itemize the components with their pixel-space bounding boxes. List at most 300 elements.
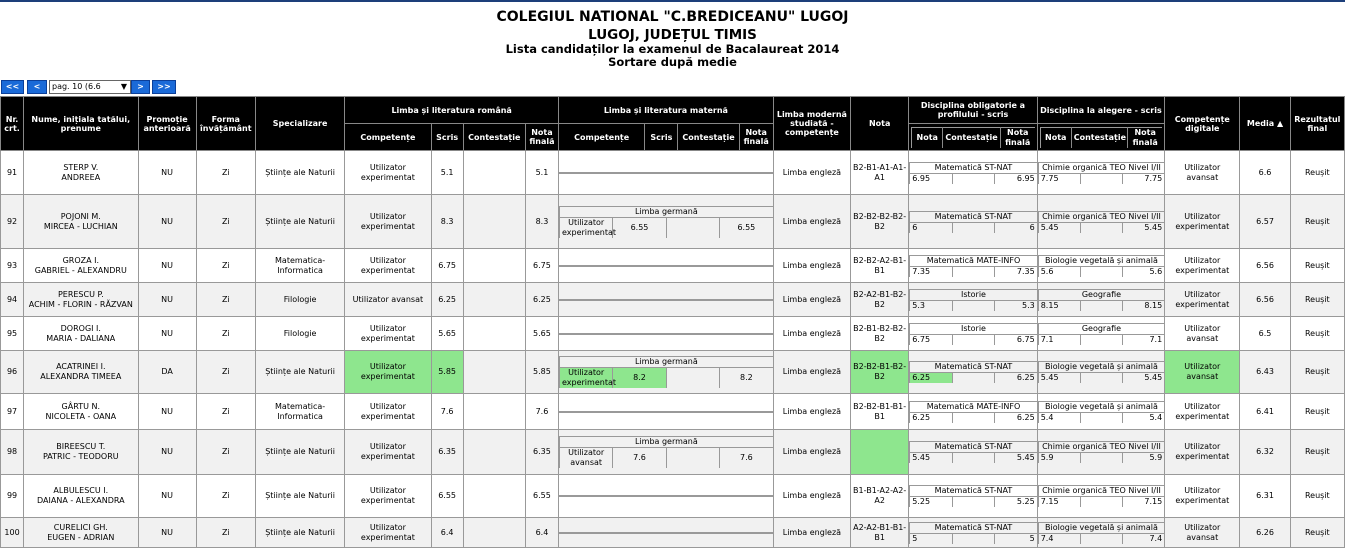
row-promotie: NU bbox=[138, 195, 196, 249]
row-lr-contestatie bbox=[463, 430, 525, 475]
row-alegere bbox=[1037, 394, 1164, 430]
row-obligatorie bbox=[909, 283, 1037, 317]
row-obligatorie-nota-finala: 6.25 bbox=[994, 412, 1036, 423]
row-nume-tata: CURELICI GH. bbox=[53, 522, 108, 532]
chevron-down-icon: ▼ bbox=[120, 82, 127, 91]
table-row bbox=[1, 518, 1345, 548]
row-limba-materna bbox=[559, 518, 774, 548]
row-alegere-contestatie bbox=[1080, 453, 1122, 464]
row-nota: B2-B2-B1-B2-B2 bbox=[851, 351, 909, 394]
row-nume-tata: GROZA I. bbox=[62, 255, 100, 265]
row-alegere-contestatie bbox=[1080, 533, 1122, 544]
row-lr-scris: 6.75 bbox=[431, 249, 463, 283]
row-lm-contestatie bbox=[666, 533, 719, 534]
col-rezultat-header: Rezultatul final bbox=[1290, 97, 1344, 151]
row-lr-competente: Utilizator experimentat bbox=[345, 195, 431, 249]
row-alegere-contestatie bbox=[1080, 497, 1122, 508]
row-alegere bbox=[1037, 151, 1164, 195]
next-page-button[interactable]: > bbox=[131, 80, 150, 94]
row-obligatorie-nota: 6 bbox=[910, 222, 952, 233]
row-specializare: Filologie bbox=[255, 283, 344, 317]
row-limba-moderna: Limba engleză bbox=[773, 249, 850, 283]
row-prenume: PATRIC - TEODORU bbox=[42, 452, 119, 461]
col-digitale-header: Competențe digitale bbox=[1165, 97, 1240, 151]
table-row bbox=[1, 430, 1345, 475]
lm-competente-header: Competențe bbox=[559, 124, 645, 151]
row-lm-competente bbox=[560, 266, 613, 267]
row-lm-contestatie bbox=[666, 448, 719, 469]
row-lm-scris bbox=[613, 173, 666, 174]
row-lm-scris: 7.6 bbox=[613, 448, 666, 469]
row-lr-competente: Utilizator experimentat bbox=[345, 518, 431, 548]
row-alegere-nota-finala: 7.1 bbox=[1122, 334, 1164, 345]
row-media: 6.31 bbox=[1240, 475, 1290, 518]
row-limba-moderna: Limba engleză bbox=[773, 475, 850, 518]
row-lm-nota-finala bbox=[719, 266, 772, 267]
row-obligatorie-nota-finala: 5.45 bbox=[994, 453, 1036, 464]
row-lm-competente bbox=[560, 412, 613, 413]
row-prenume: DAIANA - ALEXANDRA bbox=[37, 496, 125, 505]
row-nota: B1-B1-A2-A2-A2 bbox=[851, 475, 909, 518]
row-nr: 92 bbox=[1, 195, 24, 249]
col-limba-moderna-header: Limba modernă studiată - competențe bbox=[773, 97, 850, 151]
row-media: 6.57 bbox=[1240, 195, 1290, 249]
row-limba-materna bbox=[559, 195, 774, 249]
row-obligatorie-nota: 6.75 bbox=[910, 334, 952, 345]
row-nume bbox=[24, 518, 138, 548]
row-lm-competente: Utilizator avansat bbox=[560, 448, 613, 469]
row-nume-tata: STERP V. bbox=[63, 162, 99, 172]
row-obligatorie-nota: 6.95 bbox=[910, 173, 952, 184]
row-lm-scris: 8.2 bbox=[613, 368, 666, 389]
row-lr-scris: 6.35 bbox=[431, 430, 463, 475]
row-obligatorie-title: Istorie bbox=[910, 289, 1037, 300]
row-lr-competente: Utilizator experimentat bbox=[345, 351, 431, 394]
row-alegere bbox=[1037, 351, 1164, 394]
row-lm-nota-finala bbox=[719, 533, 772, 534]
row-obligatorie-contestatie bbox=[952, 173, 994, 184]
row-forma: Zi bbox=[196, 283, 255, 317]
row-alegere-nota: 7.1 bbox=[1038, 334, 1080, 345]
row-obligatorie-contestatie bbox=[952, 334, 994, 345]
row-nume-tata: ALBULESCU I. bbox=[53, 486, 109, 495]
row-lr-contestatie bbox=[463, 283, 525, 317]
row-lm-contestatie bbox=[666, 334, 719, 335]
row-lm-nota-finala bbox=[719, 173, 772, 174]
row-digitale: Utilizator avansat bbox=[1165, 518, 1240, 548]
row-alegere-nota-finala: 5.4 bbox=[1122, 412, 1164, 423]
row-limba-materna bbox=[559, 430, 774, 475]
row-specializare: Științe ale Naturii bbox=[255, 195, 344, 249]
row-alegere-title: Chimie organică TEO Nivel I/II bbox=[1038, 486, 1164, 497]
row-rezultat: Reușit bbox=[1290, 518, 1344, 548]
row-lr-scris: 5.85 bbox=[431, 351, 463, 394]
row-alegere-nota: 7.4 bbox=[1038, 533, 1080, 544]
lr-nota-finala-header: Nota finală bbox=[525, 124, 558, 151]
row-obligatorie-nota-finala: 6.95 bbox=[994, 173, 1036, 184]
row-obligatorie bbox=[909, 317, 1037, 351]
row-media: 6.56 bbox=[1240, 283, 1290, 317]
table-row bbox=[1, 475, 1345, 518]
row-lr-nota-finala: 5.85 bbox=[525, 351, 558, 394]
row-promotie: NU bbox=[138, 317, 196, 351]
row-obligatorie-nota-finala: 5.25 bbox=[994, 497, 1036, 508]
row-nr: 94 bbox=[1, 283, 24, 317]
row-lr-nota-finala: 6.25 bbox=[525, 283, 558, 317]
row-nr: 98 bbox=[1, 430, 24, 475]
first-page-button[interactable]: << bbox=[1, 80, 24, 94]
row-obligatorie-nota-finala: 6 bbox=[994, 222, 1036, 233]
row-alegere bbox=[1037, 283, 1164, 317]
row-alegere-nota-finala: 7.15 bbox=[1122, 497, 1164, 508]
row-obligatorie-title: Istorie bbox=[910, 323, 1037, 334]
row-alegere-contestatie bbox=[1080, 222, 1122, 233]
row-nume bbox=[24, 317, 138, 351]
row-lm-nota-finala bbox=[719, 412, 772, 413]
row-alegere-contestatie bbox=[1080, 334, 1122, 345]
sort-asc-icon: ▲ bbox=[1276, 119, 1284, 128]
row-forma: Zi bbox=[196, 475, 255, 518]
row-lm-contestatie bbox=[666, 368, 719, 389]
row-lm-title: Limba germană bbox=[560, 357, 773, 368]
row-rezultat: Reușit bbox=[1290, 351, 1344, 394]
row-lm-contestatie bbox=[666, 412, 719, 413]
lm-scris-header: Scris bbox=[645, 124, 678, 151]
col-media-header[interactable] bbox=[1240, 97, 1290, 151]
row-specializare: Filologie bbox=[255, 317, 344, 351]
row-nr: 91 bbox=[1, 151, 24, 195]
row-lr-scris: 6.25 bbox=[431, 283, 463, 317]
row-alegere-title: Geografie bbox=[1038, 289, 1164, 300]
row-nota: B2-B2-B1-B1-B1 bbox=[851, 394, 909, 430]
row-obligatorie-contestatie bbox=[952, 453, 994, 464]
row-digitale: Utilizator avansat bbox=[1165, 151, 1240, 195]
col-alegere-header: Disciplina la alegere - scris bbox=[1037, 97, 1164, 124]
row-prenume: ANDREEA bbox=[61, 172, 101, 182]
row-lr-competente: Utilizator experimentat bbox=[345, 430, 431, 475]
row-lm-competente bbox=[560, 173, 613, 174]
row-nr: 96 bbox=[1, 351, 24, 394]
col-nota-header: Nota bbox=[851, 97, 909, 151]
row-forma: Zi bbox=[196, 394, 255, 430]
col-media-label: Media bbox=[1246, 119, 1275, 128]
row-lr-scris: 8.3 bbox=[431, 195, 463, 249]
row-specializare: Științe ale Naturii bbox=[255, 518, 344, 548]
row-limba-materna bbox=[559, 351, 774, 394]
row-specializare: Științe ale Naturii bbox=[255, 475, 344, 518]
row-media: 6.5 bbox=[1240, 317, 1290, 351]
row-forma: Zi bbox=[196, 351, 255, 394]
row-nume bbox=[24, 195, 138, 249]
row-lr-scris: 5.65 bbox=[431, 317, 463, 351]
row-lr-contestatie bbox=[463, 317, 525, 351]
row-lr-contestatie bbox=[463, 249, 525, 283]
row-lr-contestatie bbox=[463, 195, 525, 249]
row-alegere-title: Chimie organică TEO Nivel I/II bbox=[1038, 442, 1164, 453]
row-obligatorie-title: Matematică MATE-INFO bbox=[910, 401, 1037, 412]
row-lm-scris bbox=[613, 334, 666, 335]
row-prenume: MARIA - DALIANA bbox=[46, 333, 116, 343]
row-specializare: Științe ale Naturii bbox=[255, 430, 344, 475]
row-obligatorie-title: Matematică ST-NAT bbox=[910, 522, 1037, 533]
row-obligatorie-title: Matematică ST-NAT bbox=[910, 211, 1037, 222]
row-digitale: Utilizator avansat bbox=[1165, 317, 1240, 351]
row-prenume: ACHIM - FLORIN - RĂZVAN bbox=[28, 299, 133, 309]
row-alegere-title: Biologie vegetală și animală bbox=[1038, 255, 1164, 266]
row-promotie: NU bbox=[138, 518, 196, 548]
row-media: 6.32 bbox=[1240, 430, 1290, 475]
row-specializare: Matematica-Informatica bbox=[255, 249, 344, 283]
row-alegere bbox=[1037, 195, 1164, 249]
row-lm-title: Limba germană bbox=[560, 437, 773, 448]
row-limba-moderna: Limba engleză bbox=[773, 317, 850, 351]
table-row bbox=[1, 195, 1345, 249]
row-lm-nota-finala bbox=[719, 334, 772, 335]
row-prenume: MIRCEA - LUCHIAN bbox=[43, 221, 118, 231]
row-lr-contestatie bbox=[463, 475, 525, 518]
row-lm-nota-finala bbox=[719, 497, 772, 498]
row-nume bbox=[24, 151, 138, 195]
row-lr-nota-finala: 5.1 bbox=[525, 151, 558, 195]
row-limba-materna bbox=[559, 151, 774, 195]
row-limba-moderna: Limba engleză bbox=[773, 518, 850, 548]
row-lr-scris: 7.6 bbox=[431, 394, 463, 430]
ales-subheader bbox=[1037, 124, 1164, 151]
row-limba-materna bbox=[559, 394, 774, 430]
row-alegere bbox=[1037, 475, 1164, 518]
row-alegere-title: Biologie vegetală și animală bbox=[1038, 522, 1164, 533]
table-row bbox=[1, 151, 1345, 195]
row-obligatorie bbox=[909, 518, 1037, 548]
row-lr-nota-finala: 6.75 bbox=[525, 249, 558, 283]
lr-scris-header: Scris bbox=[431, 124, 463, 151]
row-obligatorie-nota-finala: 5.3 bbox=[994, 300, 1036, 311]
row-nota: B2-A2-B1-B2-B2 bbox=[851, 283, 909, 317]
prev-page-button[interactable]: < bbox=[27, 80, 47, 94]
lm-contestatie-header: Contestație bbox=[678, 124, 739, 151]
school-location: LUGOJ, JUDEȚUL TIMIS bbox=[588, 27, 757, 43]
row-specializare: Științe ale Naturii bbox=[255, 351, 344, 394]
row-obligatorie-contestatie bbox=[952, 497, 994, 508]
row-lr-nota-finala: 8.3 bbox=[525, 195, 558, 249]
row-nr: 95 bbox=[1, 317, 24, 351]
row-obligatorie bbox=[909, 249, 1037, 283]
row-alegere-nota: 7.75 bbox=[1038, 173, 1080, 184]
row-digitale: Utilizator experimentat bbox=[1165, 475, 1240, 518]
row-lm-contestatie bbox=[666, 173, 719, 174]
row-lr-contestatie bbox=[463, 151, 525, 195]
row-lr-contestatie bbox=[463, 394, 525, 430]
page-select[interactable] bbox=[49, 80, 131, 94]
row-promotie: NU bbox=[138, 394, 196, 430]
row-digitale: Utilizator experimentat bbox=[1165, 430, 1240, 475]
row-limba-moderna: Limba engleză bbox=[773, 394, 850, 430]
row-lr-competente: Utilizator experimentat bbox=[345, 249, 431, 283]
row-limba-materna bbox=[559, 249, 774, 283]
row-rezultat: Reușit bbox=[1290, 394, 1344, 430]
row-lm-competente bbox=[560, 334, 613, 335]
col-obligatorie-header: Disciplina obligatorie a profilului - scris bbox=[909, 97, 1037, 124]
row-limba-moderna: Limba engleză bbox=[773, 351, 850, 394]
row-forma: Zi bbox=[196, 430, 255, 475]
row-alegere bbox=[1037, 317, 1164, 351]
row-limba-moderna: Limba engleză bbox=[773, 430, 850, 475]
sort-caption: Sortare după medie bbox=[608, 55, 737, 69]
row-obligatorie-nota: 6.25 bbox=[910, 412, 952, 423]
row-nota: B2-B2-B2-B2-B2 bbox=[851, 195, 909, 249]
ales-contestatie-header: Contestație bbox=[1071, 127, 1127, 148]
row-obligatorie bbox=[909, 394, 1037, 430]
row-obligatorie bbox=[909, 151, 1037, 195]
row-alegere-contestatie bbox=[1080, 173, 1122, 184]
row-alegere-contestatie bbox=[1080, 412, 1122, 423]
row-lr-competente: Utilizator experimentat bbox=[345, 317, 431, 351]
row-alegere-nota-finala: 8.15 bbox=[1122, 300, 1164, 311]
row-nota: B2-B1-B2-B2-B2 bbox=[851, 317, 909, 351]
col-forma-header: Forma învățământ bbox=[196, 97, 255, 151]
last-page-button[interactable]: >> bbox=[152, 80, 176, 94]
row-alegere-contestatie bbox=[1080, 300, 1122, 311]
table-row bbox=[1, 249, 1345, 283]
row-alegere-contestatie bbox=[1080, 373, 1122, 384]
col-nr-header: Nr. crt. bbox=[1, 97, 24, 151]
school-title: COLEGIUL NATIONAL "C.BREDICEANU" LUGOJ bbox=[496, 9, 849, 25]
row-limba-materna bbox=[559, 283, 774, 317]
row-alegere bbox=[1037, 249, 1164, 283]
row-nota: A2-A2-B1-B1-B1 bbox=[851, 518, 909, 548]
col-specializare-header: Specializare bbox=[255, 97, 344, 151]
row-digitale: Utilizator experimentat bbox=[1165, 394, 1240, 430]
row-promotie: NU bbox=[138, 430, 196, 475]
row-nota: B2-B2-A2-B1-B1 bbox=[851, 249, 909, 283]
row-lr-scris: 5.1 bbox=[431, 151, 463, 195]
row-obligatorie-nota-finala: 7.35 bbox=[994, 266, 1036, 277]
row-promotie: NU bbox=[138, 475, 196, 518]
row-obligatorie-contestatie bbox=[952, 300, 994, 311]
obl-nota-header: Nota bbox=[912, 127, 943, 148]
row-nume bbox=[24, 475, 138, 518]
table-row bbox=[1, 317, 1345, 351]
row-media: 6.6 bbox=[1240, 151, 1290, 195]
row-obligatorie bbox=[909, 430, 1037, 475]
row-lm-scris bbox=[613, 497, 666, 498]
row-rezultat: Reușit bbox=[1290, 430, 1344, 475]
row-limba-moderna: Limba engleză bbox=[773, 283, 850, 317]
row-nota: B2-B1-A1-A1-A1 bbox=[851, 151, 909, 195]
row-lr-nota-finala: 7.6 bbox=[525, 394, 558, 430]
row-nume bbox=[24, 351, 138, 394]
lr-contestatie-header: Contestație bbox=[463, 124, 525, 151]
row-lm-contestatie bbox=[666, 217, 719, 238]
row-limba-moderna: Limba engleză bbox=[773, 151, 850, 195]
row-lm-scris bbox=[613, 300, 666, 301]
row-promotie: NU bbox=[138, 151, 196, 195]
row-rezultat: Reușit bbox=[1290, 151, 1344, 195]
row-nr: 99 bbox=[1, 475, 24, 518]
row-lr-scris: 6.4 bbox=[431, 518, 463, 548]
row-alegere-title: Chimie organică TEO Nivel I/II bbox=[1038, 162, 1164, 173]
row-alegere bbox=[1037, 430, 1164, 475]
row-obligatorie-nota: 7.35 bbox=[910, 266, 952, 277]
row-alegere-nota: 5.45 bbox=[1038, 373, 1080, 384]
row-obligatorie-title: Matematică ST-NAT bbox=[910, 362, 1037, 373]
row-obligatorie-contestatie bbox=[952, 266, 994, 277]
row-promotie: NU bbox=[138, 249, 196, 283]
col-limba-romana-header: Limba și literatura română bbox=[345, 97, 559, 124]
row-nr: 97 bbox=[1, 394, 24, 430]
col-nume-header: Nume, inițiala tatălui, prenume bbox=[24, 97, 138, 151]
row-obligatorie-contestatie bbox=[952, 412, 994, 423]
row-specializare: Matematica-Informatica bbox=[255, 394, 344, 430]
row-obligatorie-nota-finala: 6.75 bbox=[994, 334, 1036, 345]
row-media: 6.56 bbox=[1240, 249, 1290, 283]
row-prenume: GABRIEL - ALEXANDRU bbox=[34, 265, 127, 275]
row-specializare: Științe ale Naturii bbox=[255, 151, 344, 195]
row-lr-competente: Utilizator experimentat bbox=[345, 151, 431, 195]
row-nume-tata: PERESCU P. bbox=[57, 289, 104, 299]
row-obligatorie-contestatie bbox=[952, 222, 994, 233]
row-digitale: Utilizator experimentat bbox=[1165, 195, 1240, 249]
row-lr-competente: Utilizator experimentat bbox=[345, 394, 431, 430]
candidates-table bbox=[0, 96, 1345, 548]
row-alegere-nota: 5.4 bbox=[1038, 412, 1080, 423]
row-alegere-title: Biologie vegetală și animală bbox=[1038, 401, 1164, 412]
row-limba-materna bbox=[559, 317, 774, 351]
row-obligatorie bbox=[909, 475, 1037, 518]
table-row bbox=[1, 394, 1345, 430]
row-alegere-nota-finala: 7.4 bbox=[1122, 533, 1164, 544]
row-forma: Zi bbox=[196, 518, 255, 548]
row-lm-competente: Utilizator experimentat bbox=[560, 368, 613, 389]
ales-nota-header: Nota bbox=[1040, 127, 1071, 148]
row-forma: Zi bbox=[196, 151, 255, 195]
top-border-line bbox=[0, 0, 1345, 2]
row-nume-tata: GÂRTU N. bbox=[61, 401, 101, 411]
row-lm-contestatie bbox=[666, 300, 719, 301]
row-nume-tata: ACATRINEI I. bbox=[56, 362, 106, 371]
row-lm-competente: Utilizator experimentat bbox=[560, 217, 613, 238]
row-obligatorie-title: Matematică ST-NAT bbox=[910, 162, 1037, 173]
row-lm-nota-finala: 6.55 bbox=[719, 217, 772, 238]
row-alegere-title: Chimie organică TEO Nivel I/II bbox=[1038, 211, 1164, 222]
row-rezultat: Reușit bbox=[1290, 283, 1344, 317]
row-nume bbox=[24, 394, 138, 430]
row-obligatorie-nota-finala: 6.25 bbox=[994, 373, 1036, 384]
obl-contestatie-header: Contestație bbox=[943, 127, 1000, 148]
lr-competente-header: Competențe bbox=[345, 124, 431, 151]
list-title: Lista candidaților la examenul de Bacalaureat 2014 bbox=[505, 42, 840, 56]
obl-subheader bbox=[909, 124, 1037, 151]
row-nume bbox=[24, 249, 138, 283]
row-alegere bbox=[1037, 518, 1164, 548]
row-limba-moderna: Limba engleză bbox=[773, 195, 850, 249]
row-nume-tata: DOROGI I. bbox=[60, 323, 101, 333]
row-lr-nota-finala: 6.55 bbox=[525, 475, 558, 518]
row-digitale: Utilizator experimentat bbox=[1165, 283, 1240, 317]
row-lr-nota-finala: 6.4 bbox=[525, 518, 558, 548]
row-alegere-nota: 5.45 bbox=[1038, 222, 1080, 233]
table-row bbox=[1, 351, 1345, 394]
row-obligatorie-nota: 6.25 bbox=[910, 373, 952, 384]
row-alegere-nota: 8.15 bbox=[1038, 300, 1080, 311]
row-alegere-nota-finala: 5.9 bbox=[1122, 453, 1164, 464]
row-lm-contestatie bbox=[666, 266, 719, 267]
ales-nota-finala-header: Nota finală bbox=[1128, 127, 1163, 148]
row-lm-competente bbox=[560, 533, 613, 534]
row-obligatorie-contestatie bbox=[952, 533, 994, 544]
row-lr-nota-finala: 5.65 bbox=[525, 317, 558, 351]
row-lr-contestatie bbox=[463, 518, 525, 548]
